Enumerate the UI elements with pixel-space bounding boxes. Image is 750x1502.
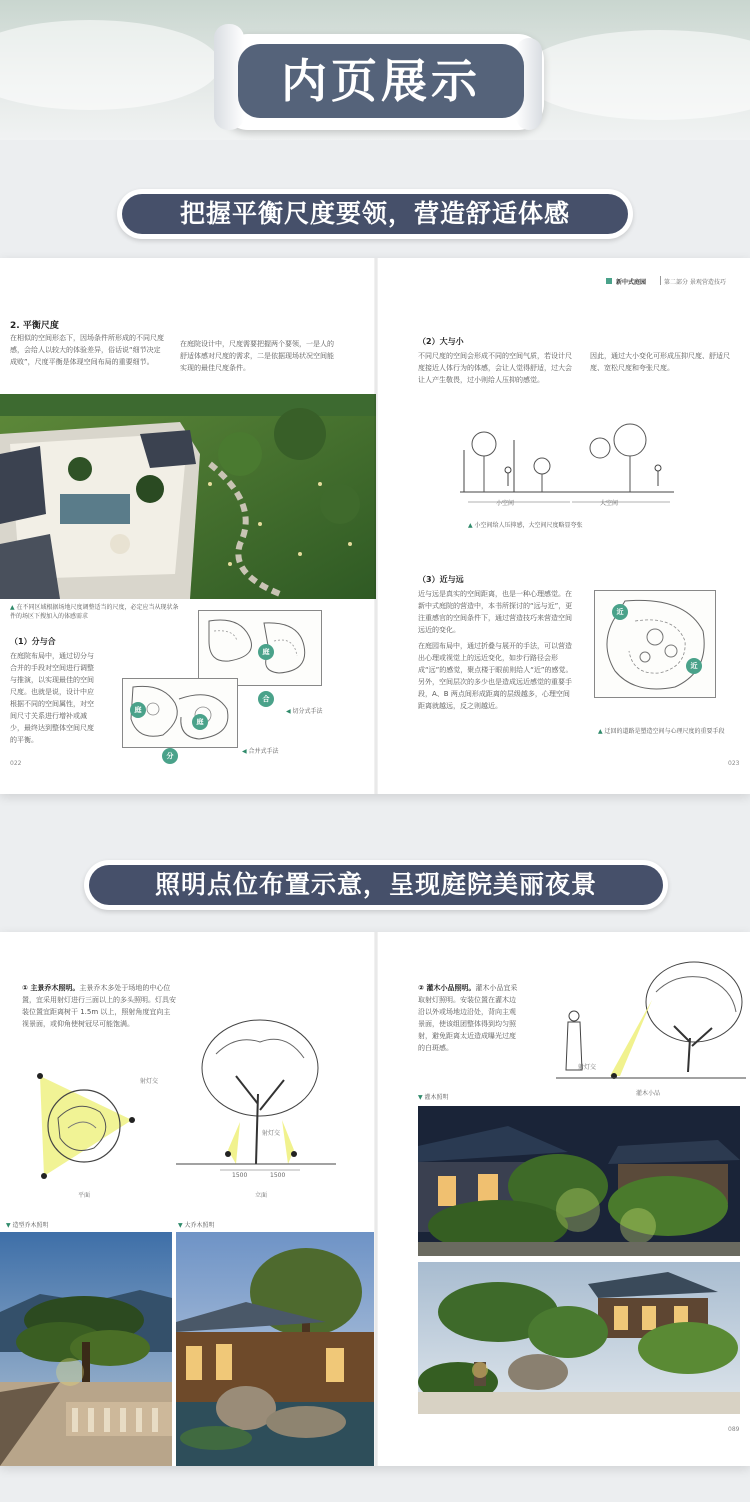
item2-title: ② 灌木小品照明。 [418, 984, 476, 992]
spine-shadow-2 [374, 932, 378, 1466]
book-spread-lighting [0, 932, 750, 1466]
badge-yard-3: 庭 [192, 714, 208, 730]
page-number-right-2: 089 [728, 1426, 740, 1433]
label-spotlight-shrub: 射灯交 [578, 1064, 597, 1071]
subsection-body-split-merge: 在庭院布局中，通过切分与合并的手段对空间进行调整与推演，以实现最佳的空间尺度。也就是说，设计中应根据不同的空间属性，对空间尺寸关系进行增补或减少，最终达到整体空间尺度的平衡。 [10, 652, 94, 744]
subsection-body-big-small-b: 因此，通过大小变化可形成压抑尺度、舒适尺度、宽松尺度和夸张尺度。 [590, 352, 730, 372]
large-tree-caption: ▼ 大乔木照明 [178, 1222, 215, 1229]
item1-title: ① 主景乔木照明。 [22, 984, 80, 992]
intro-paragraph-1: 在相似的空间形态下，因场条件所形成的不同尺度感，会给人以较大的体验差异，俗话说“细节决定成败”，尺度平衡是体现空间布局的重要细节。 [10, 334, 164, 366]
item2-paragraph [418, 982, 522, 1054]
title-banner [208, 24, 550, 132]
label-elevation-view: 立面 [255, 1192, 268, 1199]
section-title-balance: 把握平衡尺度要领，营造舒适体感 [122, 194, 628, 234]
aerial-photo-caption-text: 在不同区域根据场地尺度调整适当的尺度，必定应当从现状条件的场区下搜加入的体感需求 [10, 604, 179, 620]
section-banner-balance [117, 189, 633, 239]
spine-shadow [374, 258, 378, 794]
section-heading: 2. 平衡尺度 [10, 321, 59, 331]
sketch-label-small-space: 小空间 [496, 500, 515, 507]
badge-near: 近 [612, 604, 628, 620]
merge-sketch-caption: ◀ 合并式手法 [242, 748, 279, 755]
aerial-photo-caption: ▲ 在不同区域根据场地尺度调整适当的尺度，必定应当从现状条件的场区下搜加入的体感需求 [10, 604, 179, 620]
running-head-marker [606, 278, 612, 284]
shrub-night-photo-2 [418, 1262, 740, 1414]
label-spotlight-elevation: 射灯交 [262, 1130, 281, 1137]
item1-paragraph [22, 982, 176, 1030]
split-sketch-caption: ◀ 切分式手法 [286, 708, 323, 715]
shaped-tree-caption: ▼ 造型乔木照明 [6, 1222, 49, 1229]
aerial-garden-photo [0, 394, 376, 599]
subsection-title-split-merge: （1）分与合 [10, 637, 56, 646]
badge-near-2: 近 [686, 658, 702, 674]
subsection-title-near-far: （3）近与远 [418, 575, 464, 584]
near-far-sketch [594, 590, 716, 698]
running-head-part: 第二部分 景观营造技巧 [664, 279, 726, 286]
tree-lighting-elevation-sketch [176, 1014, 336, 1184]
running-head-book: 新中式庭园 [616, 279, 647, 286]
label-plan-view: 平面 [78, 1192, 91, 1199]
space-scale-sketch [460, 420, 674, 512]
scale-sketch-caption: ▲ 小空间给人压抑感，大空间尺度略显夸张 [468, 522, 583, 529]
shrub-lighting-caption-text: 灌木照明 [424, 1094, 449, 1101]
split-sketch-label: 切分式手法 [292, 708, 323, 715]
subsection-title-big-small: （2）大与小 [418, 337, 464, 346]
subsection-body-big-small-a: 不同尺度的空间会形成不同的空间气质，若设计尺度接近人体行为的体感，会让人觉得舒适，过大会让人产生敬畏，过小则给人压抑的感觉。 [418, 352, 572, 384]
shrub-lighting-caption: ▼ 灌木照明 [418, 1094, 449, 1101]
label-spotlight-plan: 射灯交 [140, 1078, 159, 1085]
dimension-left: 1500 [232, 1172, 248, 1179]
section-banner-lighting [84, 860, 668, 910]
label-shrub: 灌木小品 [636, 1090, 661, 1097]
shaped-tree-night-photo [0, 1232, 172, 1466]
page-number-left: 022 [10, 760, 22, 767]
dimension-right: 1500 [270, 1172, 286, 1179]
badge-yard-2: 庭 [130, 702, 146, 718]
near-far-sketch-caption: ▲ 迂回的道路是塑造空间与心理尺度的重要手段 [598, 728, 725, 735]
large-tree-caption-text: 大乔木照明 [184, 1222, 215, 1229]
item2-body: 灌木小品宜采取射灯照明。安装位置在灌木边沿以外或场地边沿处，背向主观景面，使该组团整体得到均匀照射，避免距离太近造成曝光过度的白斑感。 [418, 984, 518, 1052]
intro-paragraph-2: 在庭院设计中，尺度需要把握两个要领，一是人的舒适体感对尺度的需求，二是依据现场状况空间能实现的最佳尺度条件。 [180, 340, 334, 372]
large-tree-night-photo [176, 1232, 374, 1466]
merge-sketch-label: 合并式手法 [248, 748, 279, 755]
badge-yard: 庭 [258, 644, 274, 660]
tree-lighting-plan-sketch [28, 1068, 142, 1188]
subsection-body-near-far-a: 近与远是真实的空间距离，也是一种心理感觉。在新中式庭院的营造中，本书所探讨的“远与近”，更注重感官的空间条件下，通过营造技巧来营造空间远近的变化。 [418, 590, 573, 634]
item1-body: 主景乔木多处于场地的中心位置，宜采用射灯进行三面以上的多头照明。灯具安装位置宜距离树干 1.5m 以上，照射角度宜向主视景面，或仰角使树冠尽可能饱满。 [22, 984, 176, 1028]
shrub-night-photo-1 [418, 1106, 740, 1256]
page-title: 内页展示 [281, 54, 481, 108]
badge-merge: 合 [258, 691, 274, 707]
sketch-label-large-space: 大空间 [600, 500, 619, 507]
shaped-tree-caption-text: 造型乔木照明 [12, 1222, 49, 1229]
page-number-right: 023 [728, 760, 740, 767]
section-title-lighting: 照明点位布置示意，呈现庭院美丽夜景 [89, 865, 663, 905]
near-far-sketch-caption-text: 迂回的道路是塑造空间与心理尺度的重要手段 [604, 728, 725, 735]
book-spread-scale [0, 258, 750, 794]
subsection-body-near-far-b: 在庭园布局中，通过折叠与展开的手法，可以营造出心理或视觉上的远近变化，如步行路径会形成“远”的感觉，聚点楼于眼前则给人“近”的感觉。另外，空间层次的多少也是造成远近感觉的重要手段，A、B 两点间形成距离的层级越多，心理空间距离就越远，反之则越近。 [418, 642, 573, 710]
badge-split: 分 [162, 748, 178, 764]
scale-sketch-caption-text: 小空间给人压抑感，大空间尺度略显夸张 [474, 522, 583, 529]
